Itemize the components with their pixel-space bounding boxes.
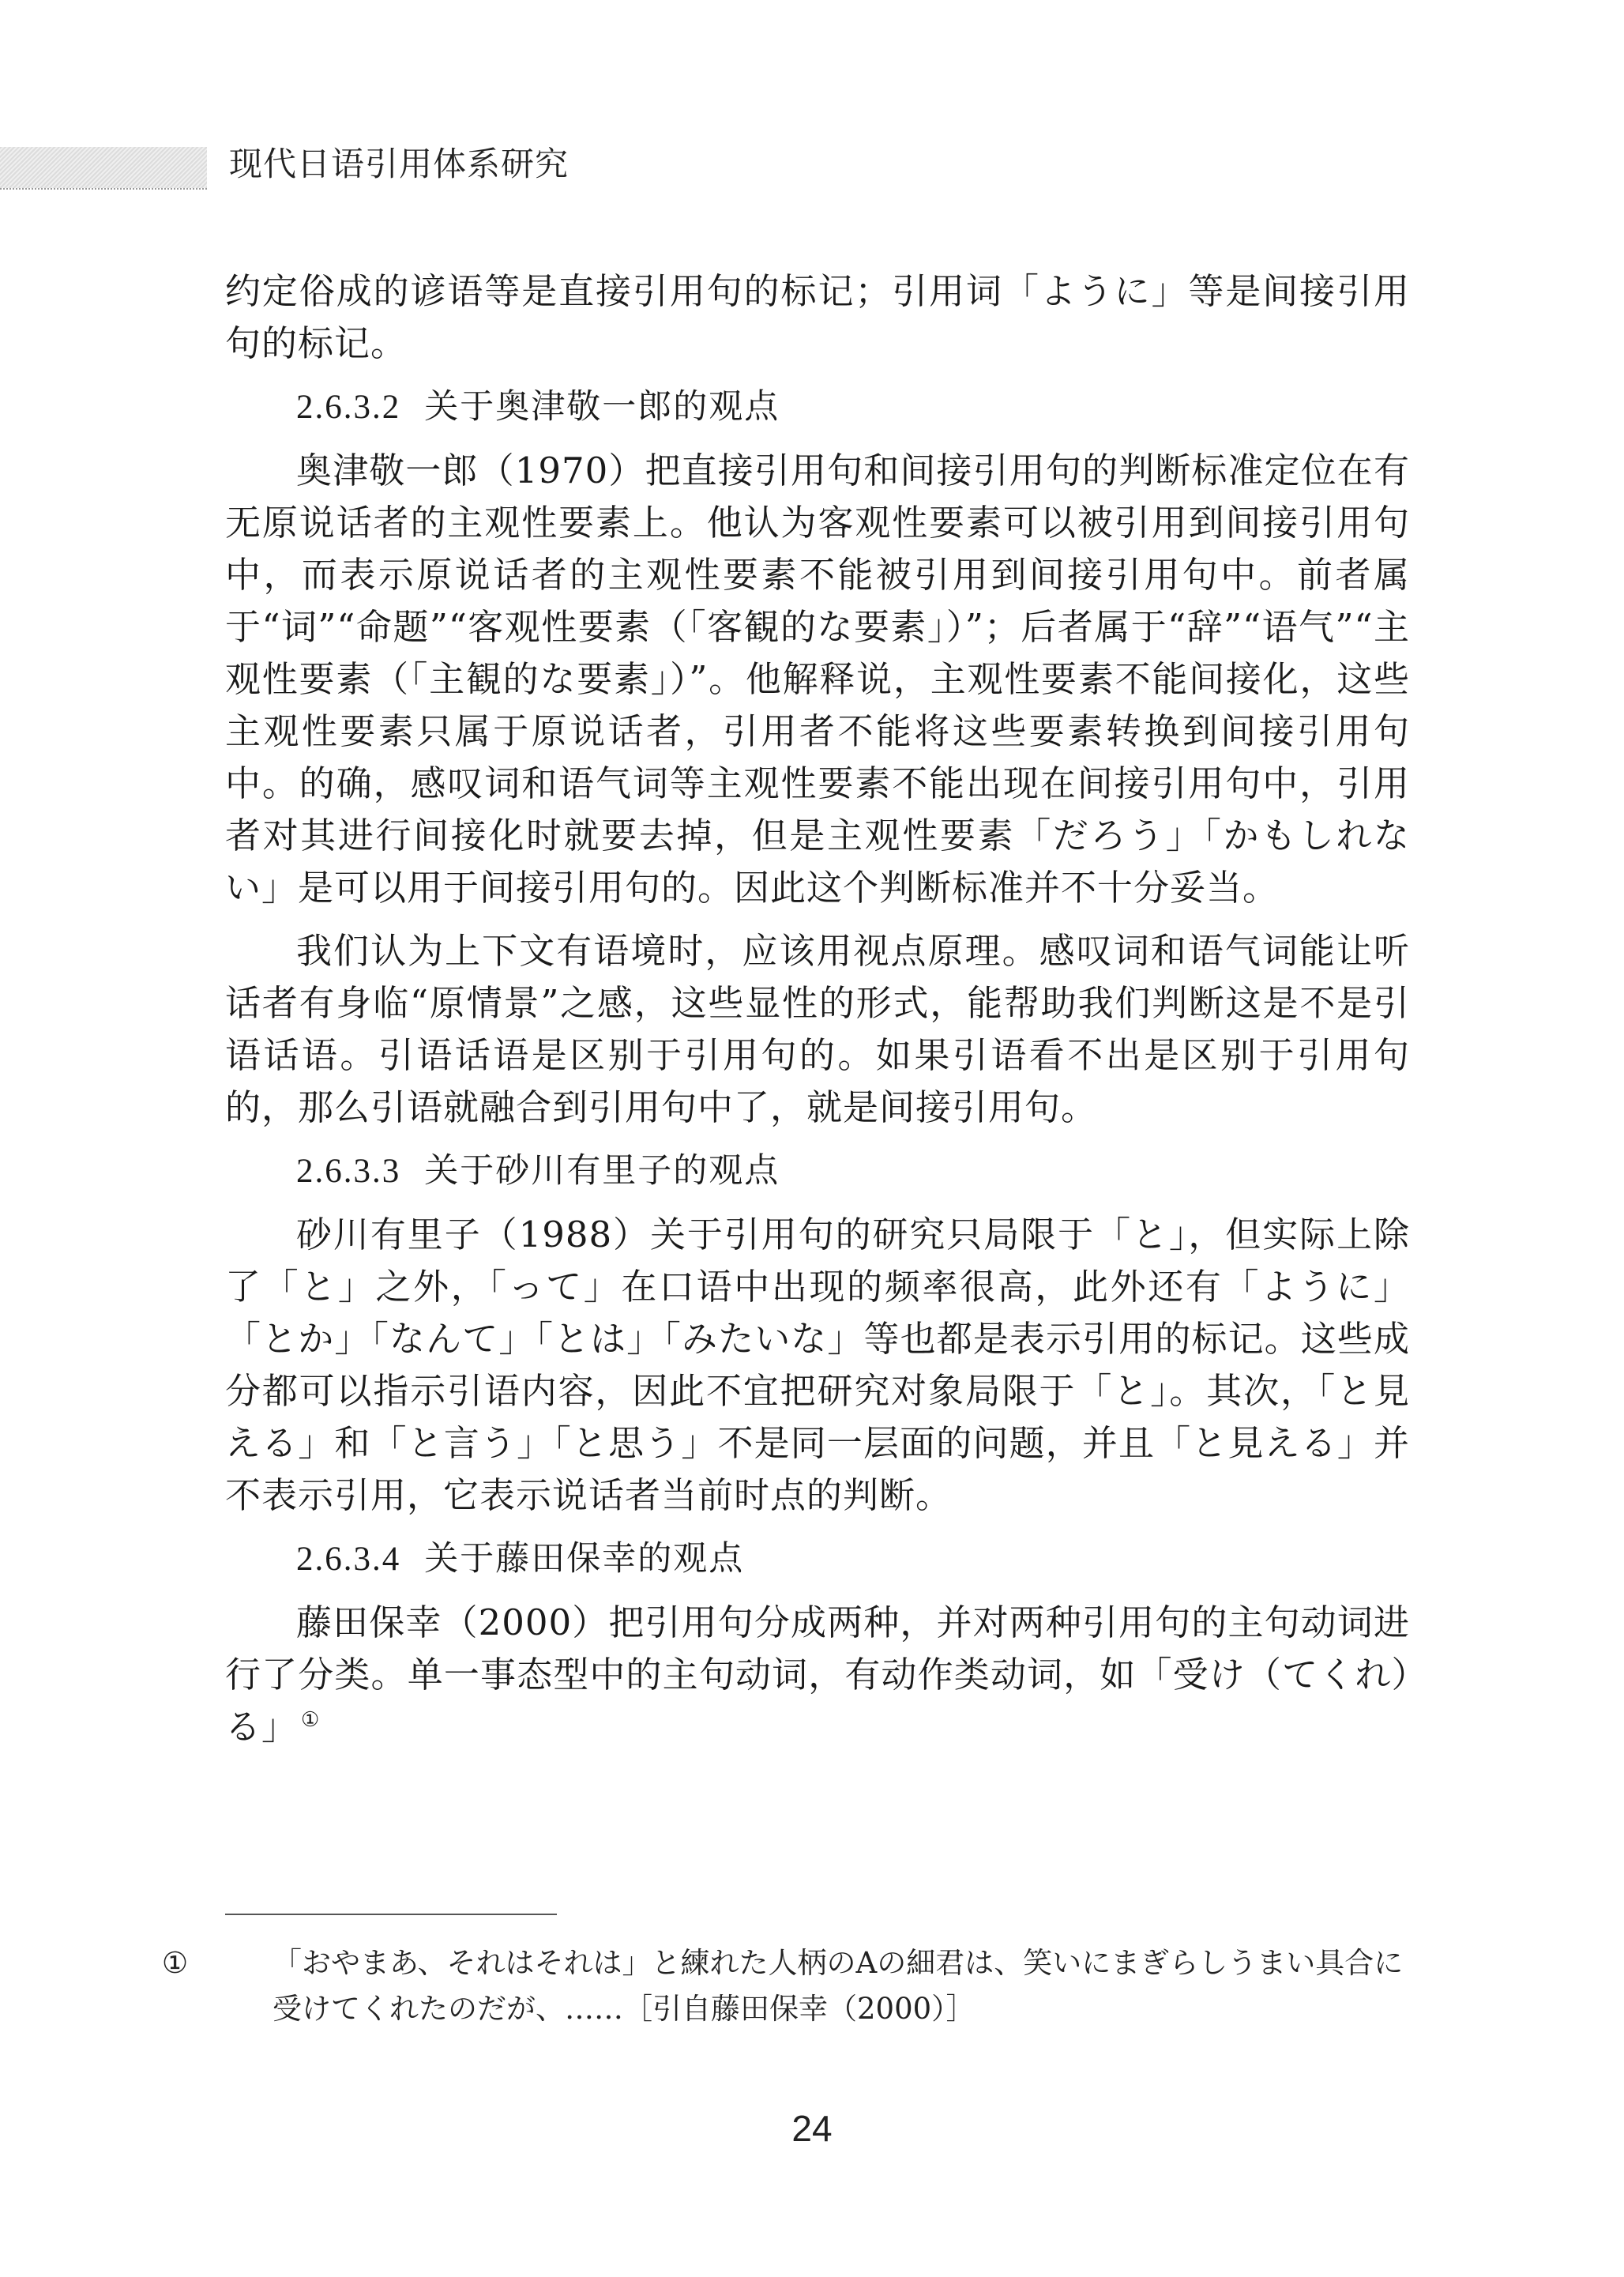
paragraph-sunagawa: 砂川有里子（1988）关于引用句的研究只局限于「と」，但实际上除了「と」之外，「って」在口语中出现的频率很高，此外还有「ように」「とか」「なんて」「とは」「みたいな」等也都是表示引用的标记。这些成分都可以指示引语内容，因此不宜把研究对象局限于「と」。其次，「と見える」和「と言う」「と思う」不是同一层面的问题，并且「と見える」并不表示引用，它表示说话者当前时点的判断。 (225, 1214, 1410, 1516)
running-header-title: 现代日语引用体系研究 (229, 145, 570, 183)
footnote-marker: ① (162, 1946, 189, 1980)
footnote-text: 「おやまあ、それはそれは」と練れた人柄のAの細君は、笑いにまぎらしうまい具合に受けてくれたのだが、……［引自藤田保幸（2000）］ (273, 1946, 1404, 2026)
paragraph-fujita-text: 藤田保幸（2000）把引用句分成两种，并对两种引用句的主句动词进行了分类。单一事态型中的主句动词，有动作类动词，如「受け（てくれ）る」 (225, 1601, 1410, 1748)
header-dotted-rule (0, 188, 207, 191)
paragraph-okutsu: 奥津敬一郎（1970）把直接引用句和间接引用句的判断标准定位在有无原说话者的主观性要素上。他认为客观性要素可以被引用到间接引用句中，而表示原说话者的主观性要素不能被引用到间接引用句中。前者属于“词”“命题”“客观性要素（「客観的な要素」）”；后者属于“辞”“语气”“主观性要素（「主観的な要素」）”。他解释说，主观性要素不能间接化，这些主观性要素只属于原说话者，引用者不能将这些要素转换到间接引用句中。的确，感叹词和语气词等主观性要素不能出现在间接引用句中，引用者对其进行间接化时就要去掉，但是主观性要素「だろう」「かもしれない」是可以用于间接引用句的。因此这个判断标准并不十分妥当。 (225, 450, 1410, 909)
footnote-reference[interactable]: ① (301, 1708, 321, 1732)
footnote (162, 1940, 1410, 2032)
footnote-entry (162, 1940, 1410, 2032)
section-title: 关于奥津敬一郎的观点 (424, 387, 780, 427)
page-number: 24 (791, 2108, 833, 2149)
section-number: 2.6.3.3 (296, 1153, 401, 1190)
section-heading-2-6-3-2 (225, 381, 1410, 434)
paragraph-continued: 约定俗成的谚语等是直接引用句的标记；引用词「ように」等是间接引用句的标记。 (225, 270, 1410, 364)
page-body (225, 265, 1410, 1764)
section-heading-2-6-3-3 (225, 1145, 1410, 1198)
section-number: 2.6.3.4 (296, 1541, 401, 1578)
section-title: 关于藤田保幸的观点 (424, 1539, 745, 1579)
paragraph-viewpoint: 我们认为上下文有语境时，应该用视点原理。感叹词和语气词能让听话者有身临“原情景”之感，这些显性的形式，能帮助我们判断这是不是引语话语。引语话语是区别于引用句的。如果引语看不出是区别于引用句的，那么引语就融合到引用句中了，就是间接引用句。 (225, 930, 1410, 1128)
paragraph-fujita (225, 1597, 1410, 1753)
section-number: 2.6.3.2 (296, 389, 401, 426)
header-decoration-bar (0, 147, 207, 188)
section-heading-2-6-3-4 (225, 1533, 1410, 1586)
section-title: 关于砂川有里子的观点 (424, 1151, 780, 1191)
footnote-divider (225, 1914, 557, 1915)
